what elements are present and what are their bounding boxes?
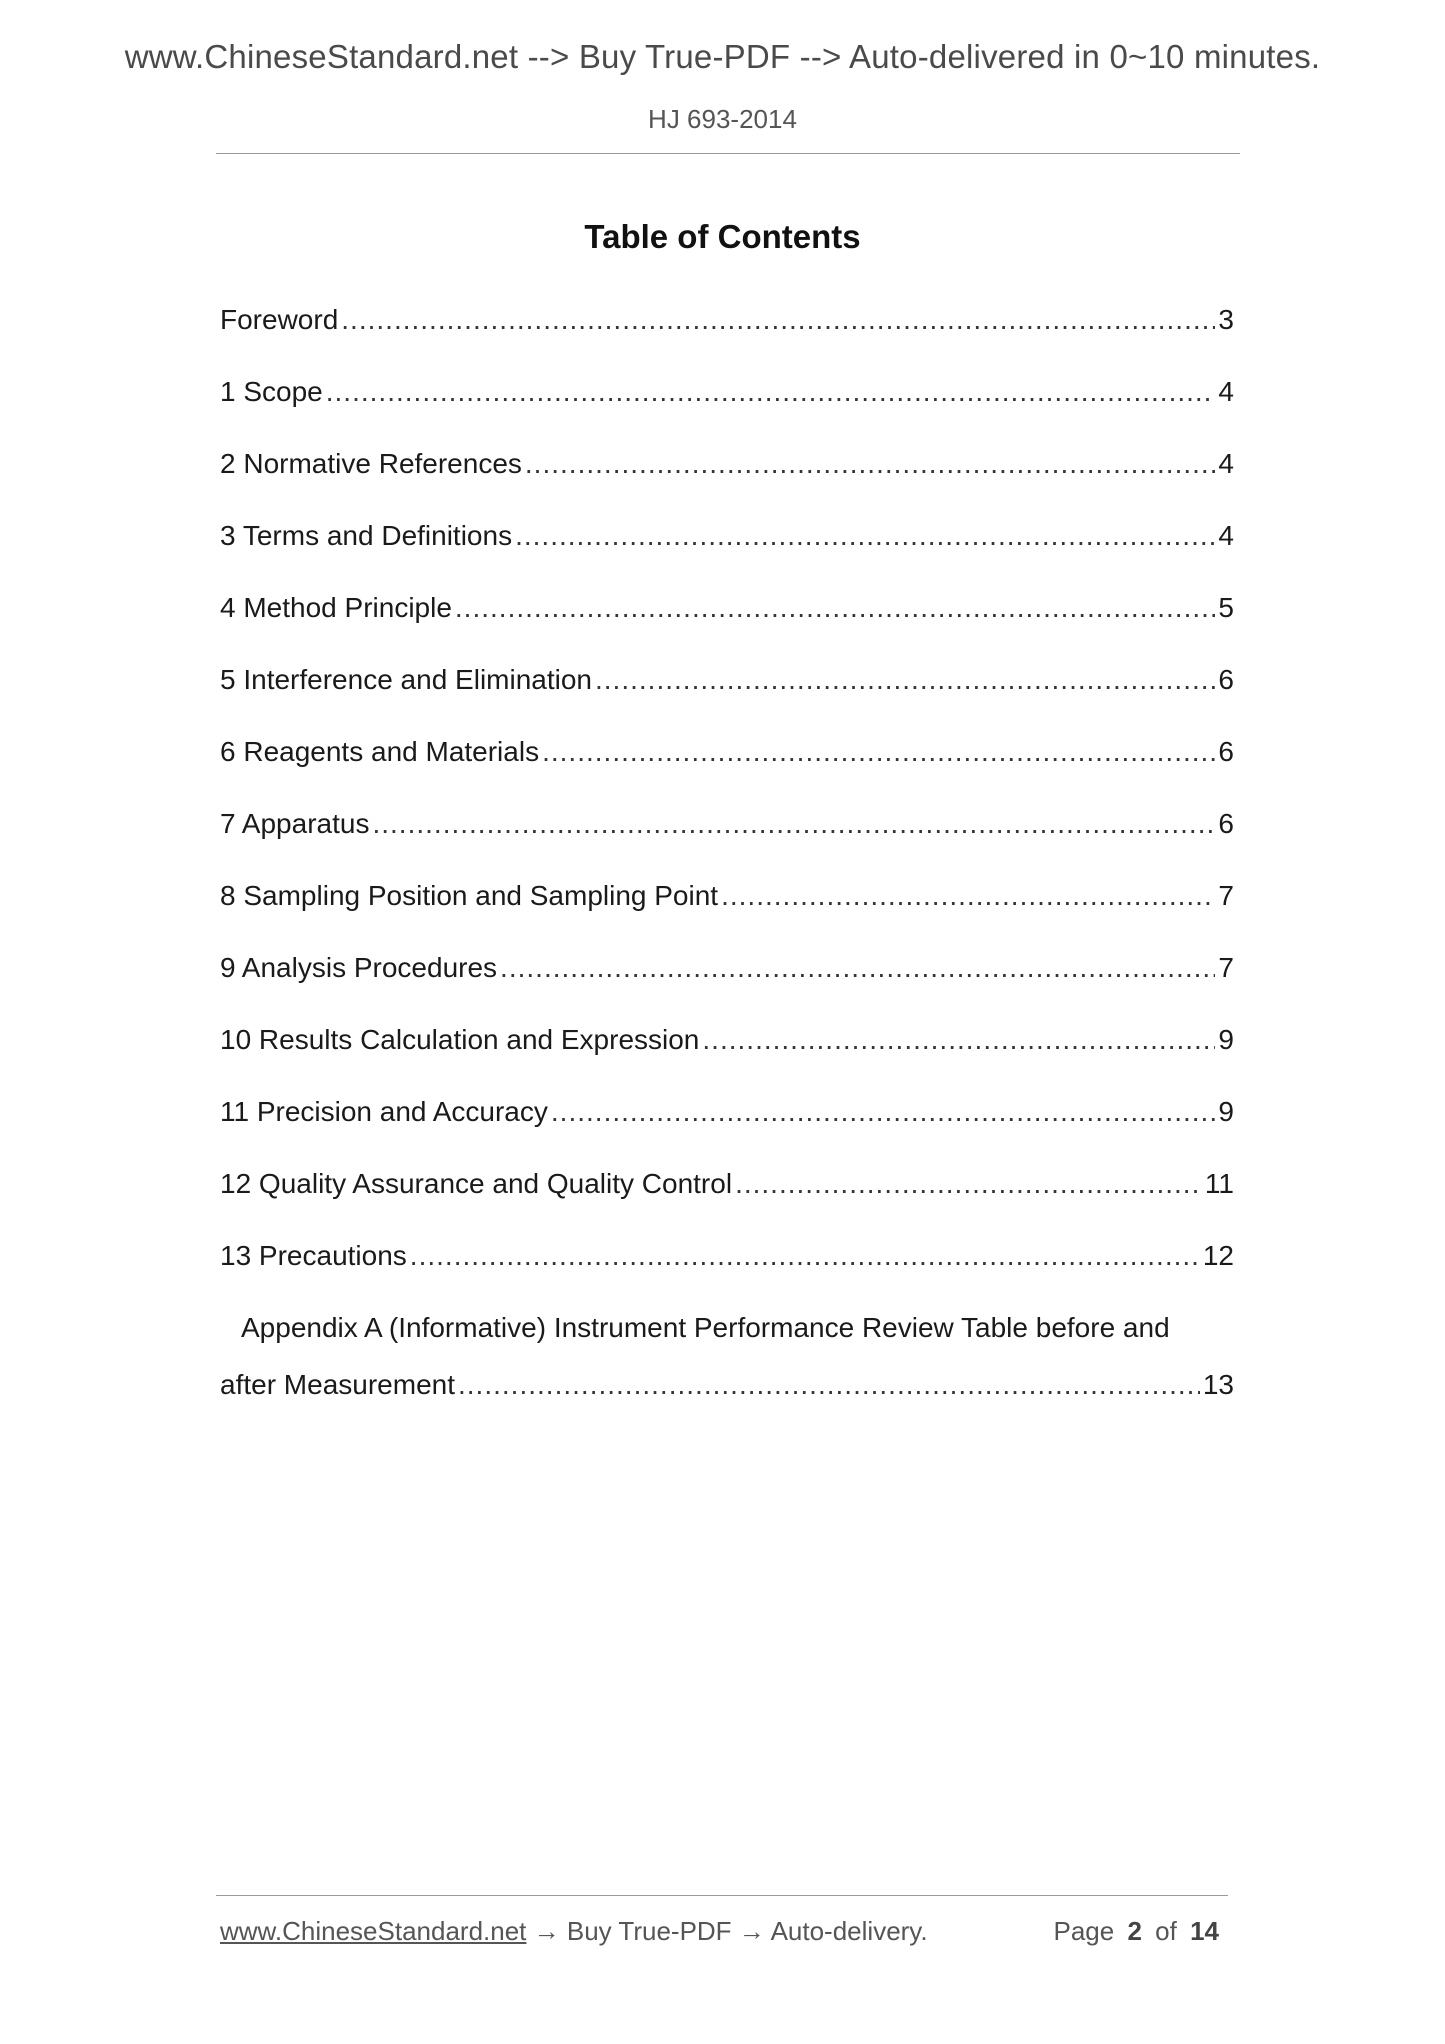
footer-divider — [216, 1895, 1228, 1896]
header-divider — [216, 153, 1240, 154]
toc-entry-label: 1 Scope — [220, 376, 323, 407]
page-word: Page — [1053, 1916, 1115, 1946]
toc-entry-page: 13 — [1202, 1369, 1234, 1400]
toc-entry-page: 9 — [1218, 1024, 1234, 1055]
toc-leader-dots — [341, 298, 1215, 342]
toc-entry-apparatus[interactable] — [220, 802, 1234, 874]
toc-entry-precision-accuracy[interactable] — [220, 1090, 1234, 1162]
toc-leader-dots — [525, 442, 1216, 486]
page-counter — [1053, 1914, 1225, 1948]
toc-entry-label: 4 Method Principle — [220, 592, 452, 623]
footer-website-link[interactable]: www.ChineseStandard.net — [220, 1916, 527, 1946]
toc-entry-page: 12 — [1202, 1240, 1234, 1271]
toc-entry-page: 6 — [1218, 664, 1234, 695]
toc-entry-page: 5 — [1218, 592, 1234, 623]
toc-entry-label: 12 Quality Assurance and Quality Control — [220, 1168, 733, 1199]
toc-entry-results-calculation[interactable] — [220, 1018, 1234, 1090]
toc-entry-interference-elimination[interactable] — [220, 658, 1234, 730]
toc-entry-label: Foreword — [220, 304, 339, 335]
toc-leader-dots — [721, 874, 1215, 918]
toc-leader-dots — [542, 730, 1215, 774]
toc-leader-dots — [372, 802, 1215, 846]
toc-entry-label: 11 Precision and Accuracy — [220, 1096, 548, 1127]
toc-entry-label: 13 Precautions — [220, 1240, 407, 1271]
toc-leader-dots — [326, 370, 1216, 414]
toc-entry-label: 9 Analysis Procedures — [220, 952, 498, 983]
toc-entry-page: 6 — [1218, 808, 1234, 839]
toc-entry-page: 7 — [1218, 952, 1234, 983]
top-banner: www.ChineseStandard.net --> Buy True-PDF --> Auto-delivered in 0~10 minutes. — [124, 38, 1321, 75]
toc-entry-quality-assurance[interactable] — [220, 1162, 1234, 1234]
footer-tagline: → Buy True-PDF → Auto-delivery. — [526, 1916, 928, 1946]
toc-entry-label: 5 Interference and Elimination — [220, 664, 592, 695]
toc-entry-reagents-materials[interactable] — [220, 730, 1234, 802]
toc-entry-label: 10 Results Calculation and Expression — [220, 1024, 700, 1055]
toc-appendix-line-2: after Measurement — [220, 1369, 455, 1400]
toc-title: Table of Contents — [584, 218, 861, 255]
toc-entry-label: 2 Normative References — [220, 448, 522, 479]
toc-entry-foreword[interactable] — [220, 298, 1234, 370]
toc-entry-page: 4 — [1218, 448, 1234, 479]
toc-entry-page: 7 — [1218, 880, 1234, 911]
toc-entry-method-principle[interactable] — [220, 586, 1234, 658]
toc-entry-page: 11 — [1204, 1168, 1234, 1199]
toc-leader-dots — [595, 658, 1215, 702]
toc-entry-label: 3 Terms and Definitions — [220, 520, 513, 551]
toc-entry-analysis-procedures[interactable] — [220, 946, 1234, 1018]
page-total: 14 — [1190, 1916, 1219, 1946]
document-code: HJ 693-2014 — [648, 104, 797, 134]
toc-leader-dots — [551, 1090, 1216, 1134]
toc-entry-label: 8 Sampling Position and Sampling Point — [220, 880, 719, 911]
toc-entry-page: 6 — [1218, 736, 1234, 767]
toc-leader-dots — [455, 586, 1216, 630]
page-current: 2 — [1127, 1916, 1142, 1946]
toc-entry-precautions[interactable] — [220, 1234, 1234, 1306]
toc-list — [220, 298, 1234, 1407]
toc-entry-page: 4 — [1218, 376, 1234, 407]
toc-leader-dots — [410, 1234, 1200, 1278]
toc-entry-label: 7 Apparatus — [220, 808, 370, 839]
toc-entry-page: 9 — [1218, 1096, 1234, 1127]
toc-entry-scope[interactable] — [220, 370, 1234, 442]
toc-appendix-line-2-row — [220, 1363, 1234, 1407]
toc-leader-dots — [500, 946, 1215, 990]
toc-leader-dots — [702, 1018, 1215, 1062]
toc-leader-dots — [458, 1363, 1200, 1407]
toc-entry-page: 4 — [1218, 520, 1234, 551]
toc-entry-page: 3 — [1218, 304, 1234, 335]
toc-entry-label: 6 Reagents and Materials — [220, 736, 540, 767]
toc-entry-terms-definitions[interactable] — [220, 514, 1234, 586]
toc-entry-sampling-position[interactable] — [220, 874, 1234, 946]
page-footer — [220, 1914, 1225, 1948]
toc-leader-dots — [515, 514, 1215, 558]
toc-leader-dots — [735, 1162, 1202, 1206]
toc-appendix-line-1: Appendix A (Informative) Instrument Performance Review Table before and — [241, 1312, 1170, 1343]
of-word: of — [1155, 1916, 1177, 1946]
toc-entry-normative-references[interactable] — [220, 442, 1234, 514]
toc-entry-appendix-a[interactable] — [220, 1306, 1234, 1407]
